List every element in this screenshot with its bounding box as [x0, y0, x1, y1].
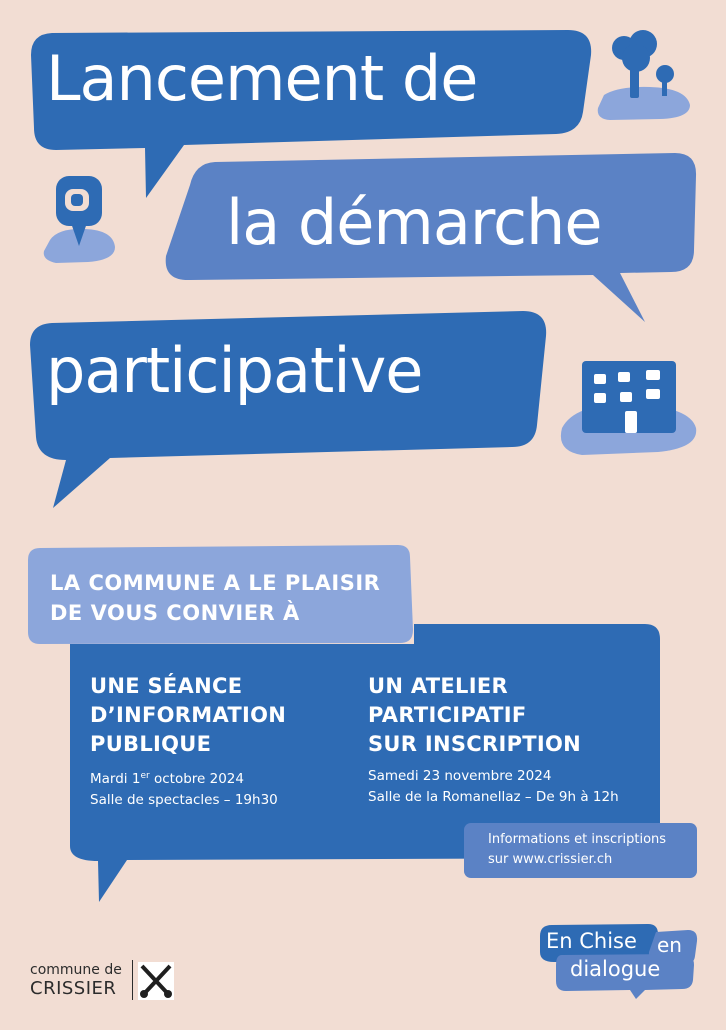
commune-small-label: commune de	[30, 962, 122, 978]
title-line-2: la démarche	[226, 186, 602, 259]
invitation-line-2: DE VOUS CONVIER À	[50, 601, 300, 625]
info-line-1: Informations et inscriptions	[488, 832, 667, 847]
event-1-title-line: PUBLIQUE	[90, 732, 212, 756]
invitation-line-1: LA COMMUNE A LE PLAISIR	[50, 571, 381, 595]
event-1-date-sup: er	[140, 771, 150, 781]
event-2-place: Salle de la Romanellaz – De 9h à 12h	[368, 789, 619, 805]
event-1-place: Salle de spectacles – 19h30	[90, 792, 278, 808]
event-2-title-line: PARTICIPATIF	[368, 703, 527, 727]
event-2-title	[368, 672, 581, 759]
event-1-date	[90, 766, 278, 790]
event-1-title	[90, 672, 286, 759]
building-icon	[561, 361, 696, 455]
event-2-date: Samedi 23 novembre 2024	[368, 768, 552, 784]
title-line-1: Lancement de	[46, 42, 478, 115]
badge-en: en	[657, 933, 682, 957]
event-1-title-line: UNE SÉANCE	[90, 674, 243, 698]
invitation-text	[50, 568, 380, 628]
event-1-date-prefix: Mardi 1	[90, 771, 141, 787]
badge-en-chise: En Chise	[546, 929, 637, 953]
location-pin-icon	[44, 176, 115, 263]
event-2-details	[368, 766, 619, 808]
event-1-details	[90, 766, 278, 811]
trees-icon	[598, 30, 690, 120]
crest-icon	[138, 962, 174, 1000]
logo-divider	[132, 960, 133, 1000]
commune-logo	[30, 962, 122, 1000]
event-2-title-line: SUR INSCRIPTION	[368, 732, 582, 756]
event-2-title-line: UN ATELIER	[368, 674, 508, 698]
event-1-date-suffix: octobre 2024	[149, 771, 244, 787]
event-1-title-line: D’INFORMATION	[90, 703, 287, 727]
info-box[interactable]	[464, 823, 697, 878]
commune-name: CRISSIER	[30, 978, 117, 999]
info-link[interactable]: sur www.crissier.ch	[488, 852, 613, 867]
title-line-3: participative	[46, 334, 423, 407]
badge-dialogue: dialogue	[570, 957, 661, 981]
